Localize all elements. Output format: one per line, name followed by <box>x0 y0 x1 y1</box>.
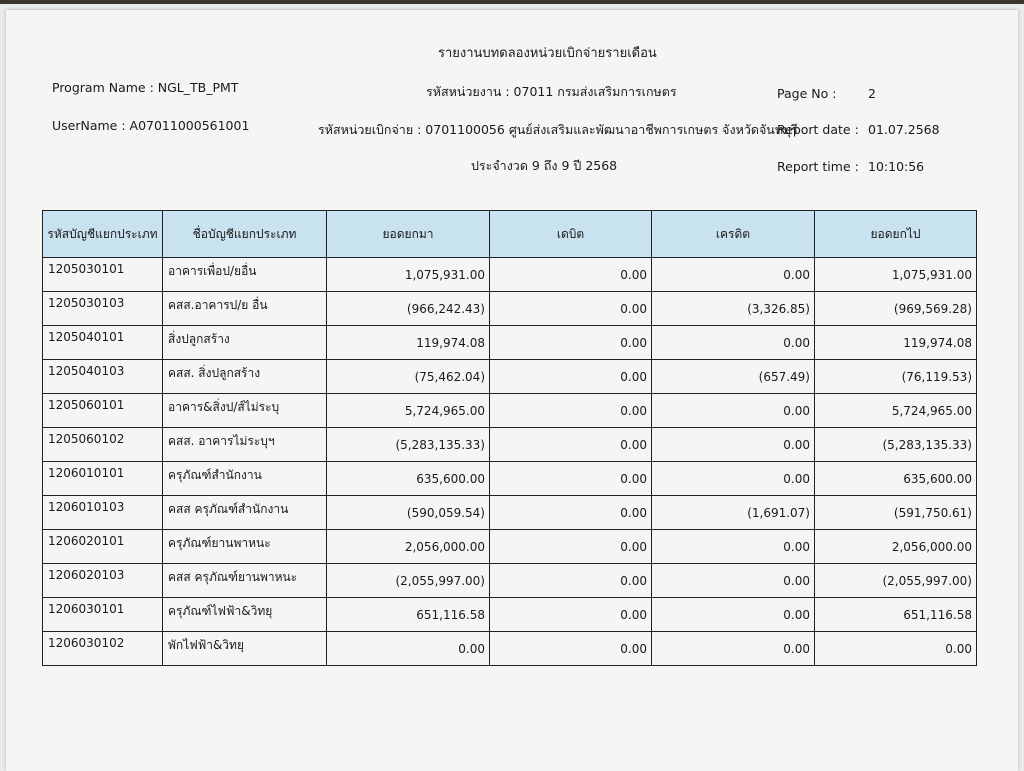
cell-account-code: 1205030103 <box>43 292 163 326</box>
period-line: ประจำงวด 9 ถึง 9 ปี 2568 <box>471 158 618 173</box>
table-row <box>43 326 977 360</box>
cell-closing-balance: (591,750.61) <box>815 496 977 530</box>
report-date-value: 01.07.2568 <box>868 122 940 137</box>
cell-debit: 0.00 <box>490 428 652 462</box>
header-credit: เครดิต <box>652 211 815 258</box>
header-debit: เดบิต <box>490 211 652 258</box>
cell-account-code: 1205030101 <box>43 258 163 292</box>
table-row <box>43 598 977 632</box>
page-label: Page No : <box>777 86 837 101</box>
cell-account-name: ครุภัณฑ์สำนักงาน <box>163 462 327 496</box>
cell-opening-balance: (2,055,997.00) <box>327 564 490 598</box>
report-date-label: Report date : <box>777 122 859 137</box>
cell-account-name: อาคาร&สิ่งป/ส์ไม่ระบุ <box>163 394 327 428</box>
cell-closing-balance: (969,569.28) <box>815 292 977 326</box>
cell-debit: 0.00 <box>490 360 652 394</box>
header-opening-balance: ยอดยกมา <box>327 211 490 258</box>
cell-closing-balance: 5,724,965.00 <box>815 394 977 428</box>
cell-account-code: 1205040103 <box>43 360 163 394</box>
cell-account-code: 1206020103 <box>43 564 163 598</box>
table-row <box>43 292 977 326</box>
cell-credit: 0.00 <box>652 564 815 598</box>
table-row <box>43 530 977 564</box>
cell-account-name: คสส ครุภัณฑ์สำนักงาน <box>163 496 327 530</box>
cell-debit: 0.00 <box>490 632 652 666</box>
cell-closing-balance: 0.00 <box>815 632 977 666</box>
cell-credit: 0.00 <box>652 428 815 462</box>
cell-account-name: คสส ครุภัณฑ์ยานพาหนะ <box>163 564 327 598</box>
table-row <box>43 496 977 530</box>
cell-credit: 0.00 <box>652 462 815 496</box>
cell-account-name: คสส. อาคารไม่ระบุฯ <box>163 428 327 462</box>
cell-debit: 0.00 <box>490 462 652 496</box>
cell-closing-balance: 651,116.58 <box>815 598 977 632</box>
program-name: Program Name : NGL_TB_PMT <box>52 80 239 95</box>
cell-opening-balance: 635,600.00 <box>327 462 490 496</box>
cell-debit: 0.00 <box>490 292 652 326</box>
cell-credit: 0.00 <box>652 598 815 632</box>
cell-opening-balance: 651,116.58 <box>327 598 490 632</box>
cell-account-code: 1206020101 <box>43 530 163 564</box>
header-closing-balance: ยอดยกไป <box>815 211 977 258</box>
cell-credit: 0.00 <box>652 326 815 360</box>
cell-opening-balance: 0.00 <box>327 632 490 666</box>
cell-account-name: คสส.อาคารป/ย อื่น <box>163 292 327 326</box>
cell-closing-balance: 1,075,931.00 <box>815 258 977 292</box>
cell-account-code: 1205060101 <box>43 394 163 428</box>
cell-opening-balance: 119,974.08 <box>327 326 490 360</box>
cell-debit: 0.00 <box>490 394 652 428</box>
cell-closing-balance: 119,974.08 <box>815 326 977 360</box>
cell-credit: 0.00 <box>652 258 815 292</box>
cell-account-name: พักไฟฟ้า&วิทยุ <box>163 632 327 666</box>
cell-closing-balance: (2,055,997.00) <box>815 564 977 598</box>
cell-account-name: อาคารเพื่อป/ยอื่น <box>163 258 327 292</box>
cell-debit: 0.00 <box>490 564 652 598</box>
cell-account-code: 1205040101 <box>43 326 163 360</box>
cell-credit: 0.00 <box>652 530 815 564</box>
table-row <box>43 462 977 496</box>
cell-account-name: ครุภัณฑ์ยานพาหนะ <box>163 530 327 564</box>
ledger-table <box>42 210 977 666</box>
cell-debit: 0.00 <box>490 598 652 632</box>
cell-opening-balance: 1,075,931.00 <box>327 258 490 292</box>
cell-closing-balance: (5,283,135.33) <box>815 428 977 462</box>
cell-debit: 0.00 <box>490 258 652 292</box>
cell-closing-balance: (76,119.53) <box>815 360 977 394</box>
table-row <box>43 632 977 666</box>
cell-account-code: 1205060102 <box>43 428 163 462</box>
cell-credit: (657.49) <box>652 360 815 394</box>
cell-account-name: คสส. สิ่งปลูกสร้าง <box>163 360 327 394</box>
report-page <box>6 10 1018 771</box>
table-row <box>43 428 977 462</box>
report-time-label: Report time : <box>777 159 859 174</box>
table-header-row <box>43 211 977 258</box>
report-title: รายงานบทดลองหน่วยเบิกจ่ายรายเดือน <box>438 46 657 61</box>
table-row <box>43 564 977 598</box>
cell-opening-balance: (590,059.54) <box>327 496 490 530</box>
cell-account-code: 1206030101 <box>43 598 163 632</box>
cell-closing-balance: 2,056,000.00 <box>815 530 977 564</box>
cell-credit: (1,691.07) <box>652 496 815 530</box>
table-row <box>43 394 977 428</box>
cell-debit: 0.00 <box>490 326 652 360</box>
header-account-code: รหัสบัญชีแยกประเภท <box>43 211 163 258</box>
cell-opening-balance: 5,724,965.00 <box>327 394 490 428</box>
table-row <box>43 360 977 394</box>
cell-credit: 0.00 <box>652 394 815 428</box>
cell-account-name: สิ่งปลูกสร้าง <box>163 326 327 360</box>
cell-credit: 0.00 <box>652 632 815 666</box>
cell-account-name: ครุภัณฑ์ไฟฟ้า&วิทยุ <box>163 598 327 632</box>
header-account-name: ชื่อบัญชีแยกประเภท <box>163 211 327 258</box>
report-time-value: 10:10:56 <box>868 159 925 174</box>
cell-debit: 0.00 <box>490 496 652 530</box>
agency-line: รหัสหน่วยงาน : 07011 กรมส่งเสริมการเกษตร <box>426 84 677 99</box>
user-name: UserName : A07011000561001 <box>52 118 250 133</box>
cell-credit: (3,326.85) <box>652 292 815 326</box>
cell-account-code: 1206030102 <box>43 632 163 666</box>
cell-opening-balance: (966,242.43) <box>327 292 490 326</box>
cell-opening-balance: (75,462.04) <box>327 360 490 394</box>
page-value: 2 <box>868 86 876 101</box>
cell-account-code: 1206010103 <box>43 496 163 530</box>
cell-opening-balance: (5,283,135.33) <box>327 428 490 462</box>
cell-opening-balance: 2,056,000.00 <box>327 530 490 564</box>
cell-account-code: 1206010101 <box>43 462 163 496</box>
cell-debit: 0.00 <box>490 530 652 564</box>
cell-closing-balance: 635,600.00 <box>815 462 977 496</box>
disbursement-unit-line: รหัสหน่วยเบิกจ่าย : 0701100056 ศูนย์ส่งเสริมและพัฒนาอาชีพการเกษตร จังหวัดจันทบุรี <box>318 122 798 137</box>
table-row <box>43 258 977 292</box>
